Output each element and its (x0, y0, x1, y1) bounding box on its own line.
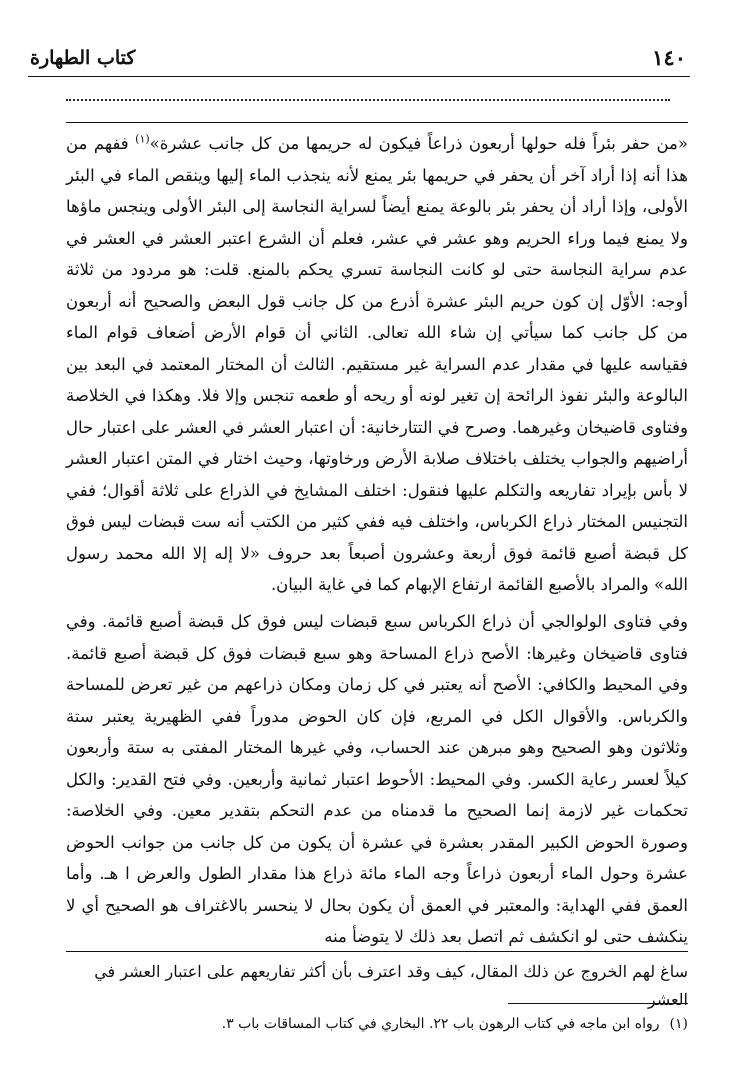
header-rule (28, 76, 690, 77)
paragraph-1-text: ففهم من هذا أنه إذا أراد آخر أن يحفر في حريمها بئر يمنع لأنه ينجذب الماء إليها وينقص الماء في البئر الأولى، وإذا أراد أن يحفر بئر بالوعة يمنع أيضاً لسراية النجاسة إلى البئر الأولى وينجس ماؤها ولا يمنع فيما وراء الحريم وهو عشر في عشر، فعلم أن الشرع اعتبر العشر في العشر في عدم سراية النجاسة حتى لو كانت النجاسة تسري يحكم بالمنع. قلت: هو مردود من ثلاثة أوجه: الأوّل إن كون حريم البئر عشرة أذرع من كل جانب قول البعض والصحيح أنه أربعون من كل جانب كما سيأتي إن شاء الله تعالى. الثاني أن قوام الأرض أضعاف قوام الماء فقياسه عليها في مقدار عدم السراية غير مستقيم. الثالث أن المختار المعتمد في البعد بين البالوعة والبئر نفوذ الرائحة إن تغير لونه أو ريحه أو طعمه تنجس وإلا فلا. وهكذا في الخلاصة وفتاوى قاضيخان وغيرهما. وصرح في التتارخانية: أن اعتبار العشر في العشر على اعتبار حال أراضيهم والجواب يختلف باختلاف صلابة الأرض ورخاوتها، وحيث اختار في المتن اعتبار العشر لا بأس بإيراد تفاريعه والتكلم عليها فنقول: اختلف المشايخ في الذراع على ثلاثة أقوال؛ ففي التجنيس المختار ذراع الكرباس، واختلف فيه ففي كثير من الكتب أنه ست قبضات ليس فوق كل قبضة أصبع قائمة فوق أربعة وعشرون أصبعاً بعد حروف «لا إله إلا الله محمد رسول الله» والمراد بالأصبع القائمة ارتفاع الإبهام كما في غاية البيان. (66, 134, 688, 594)
footnote-rule (508, 1003, 688, 1004)
page-number: ١٤٠ (652, 45, 686, 70)
footnote-text: رواه ابن ماجه في كتاب الرهون باب ٢٢. البخاري في كتاب المساقات باب ٣. (221, 1016, 660, 1032)
footnote-marker: (١) (669, 1016, 688, 1032)
dotted-separator (66, 99, 670, 101)
hadith-quote: «من حفر بئراً فله حولها أربعون ذراعاً فيكون له حريمها من كل جانب عشرة» (149, 134, 688, 153)
book-title: كتاب الطهارة (30, 47, 136, 69)
page-header (30, 44, 686, 74)
footnote-reference[interactable]: (١) (135, 132, 150, 146)
paragraph-2-text: وفي فتاوى الولوالجي أن ذراع الكرباس سبع قبضات ليس فوق كل قبضة أصبع قائمة. وفي فتاوى قاضيخان وغيرها: الأصح ذراع المساحة وهو سبع قبضات فوق كل قبضة أصبع قائمة. وفي المحيط والكافي: الأصح أنه يعتبر في كل زمان ومكان ذراعهم من غير تعرض للمساحة والكرباس. والأقوال الكل في المربع، فإن كان الحوض مدوراً ففي الظهيرية يعتبر ستة وثلاثون وهو الصحيح وهو مبرهن عند الحساب، وفي غيرها المختار المفتى به ستة وأربعون كيلاً لعسر رعاية الكسر. وفي المحيط: الأحوط اعتبار ثمانية وأربعين. وفي فتح القدير: والكل تحكمات غير لازمة إنما الصحيح ما قدمناه من عدم التحكم بتقدير معين. وفي الخلاصة: وصورة الحوض الكبير المقدر بعشرة في عشرة أن يكون من كل جانب من جوانب الحوض عشرة وحول الماء أربعون ذراعاً وجه الماء مائة ذراع هذا مقدار الطول والعرض ا هـ. وأما العمق ففي الهداية: والمعتبر في العمق أن يكون بحال لا ينحسر بالاغتراف هو الصحيح أي لا ينكشف حتى لو انكشف ثم اتصل بعد ذلك لا يتوضأ منه (66, 612, 688, 946)
carryover-text: ساغ لهم الخروج عن ذلك المقال، كيف وقد اعترف بأن أكثر تفاريعهم على اعتبار العشر في العشر (94, 962, 688, 1009)
section-rule (66, 122, 688, 123)
text-divider (66, 951, 688, 952)
footnote (66, 1012, 688, 1036)
paragraph-1 (66, 128, 688, 601)
paragraph-2 (66, 606, 688, 953)
